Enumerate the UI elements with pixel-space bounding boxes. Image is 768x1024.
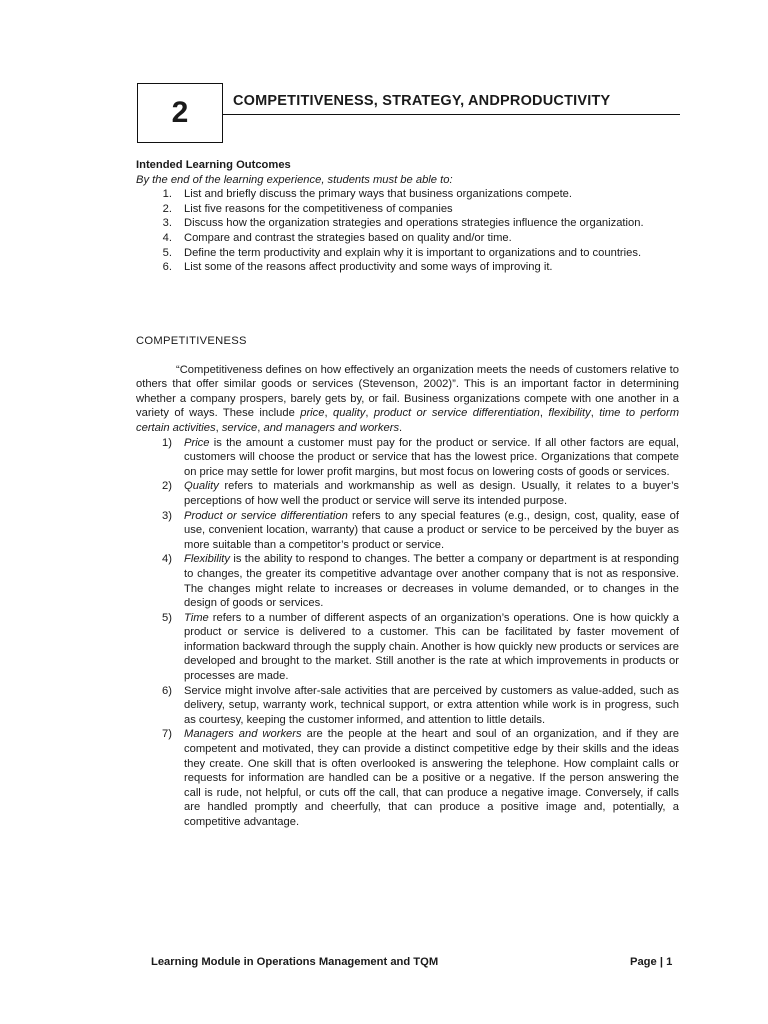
outcome-number: 1. [162, 188, 172, 201]
intro-term: price [300, 407, 325, 420]
outcome-item [136, 231, 679, 246]
footer-module-title: Learning Module in Operations Management and TQM [151, 956, 439, 968]
learning-outcomes-section [136, 158, 679, 275]
intro-text: “Competitiveness defines on how effectively an organization meets the needs of customers relative to others that offer similar goods or services (Stevenson, 2002)”. This is an important factor in determining whether a company prospers, barely gets by, or fail. Business organizations compete with one another in a variety of ways. These include [136, 363, 679, 420]
factor-item [136, 436, 679, 480]
factor-text [184, 611, 679, 684]
factor-text [184, 436, 679, 480]
factor-item [136, 684, 679, 728]
outcome-item [136, 202, 679, 217]
outcome-number: 3. [162, 217, 172, 230]
learning-outcomes-heading: Intended Learning Outcomes [136, 159, 291, 171]
factor-text [184, 727, 679, 829]
factor-description: is the amount a customer must pay for the product or service. If all other factors are equal, customers will choose the product or service that has the lowest price. Organizations that compete on price may settle for lower profit margins, but most focus on lowering costs of goods or services. [184, 436, 679, 478]
factor-term: Flexibility [184, 553, 231, 566]
factor-number: 2) [162, 480, 172, 493]
outcome-text: Compare and contrast the strategies based on quality and/or time. [184, 231, 512, 244]
intro-term: flexibility [548, 407, 591, 420]
factor-number: 1) [162, 436, 172, 449]
factor-text [184, 552, 679, 610]
outcome-number: 6. [162, 261, 172, 274]
factor-description: are the people at the heart and soul of an organization, and if they are competent and motivated, they can provide a distinct competitive edge by their skills and the ideas they create. One skill that is often overlooked is answering the telephone. How complaint calls or requests for information are handled can be a positive or a negative. If the person answering the call is rude, not helpful, or cuts off the call, that can produce a negative image. Conversely, if calls are handled promptly and cheerfully, that can produce a positive image and, potentially, a competitive advantage. [184, 728, 679, 828]
outcome-item [136, 216, 679, 231]
outcome-number: 4. [162, 231, 172, 244]
intro-separator: , [539, 407, 549, 420]
learning-outcomes-list [136, 187, 679, 275]
intro-separator: , [257, 421, 264, 434]
chapter-number: 2 [171, 96, 189, 129]
intro-term: and managers and workers [263, 421, 400, 434]
factor-item [136, 727, 679, 829]
outcome-text: List some of the reasons affect productivity and some ways of improving it. [184, 261, 553, 274]
factor-description: refers to any special features (e.g., design, cost, quality, ease of use, convenient location, warranty) that cause a product or service to be perceived by the buyer as more suitable than a competitor’s product or service. [184, 509, 679, 551]
factor-number: 5) [162, 611, 172, 624]
factor-term: Time [184, 611, 209, 624]
outcome-text: List and briefly discuss the primary ways that business organizations compete. [184, 188, 573, 201]
intro-separator: , [365, 407, 374, 420]
factor-item [136, 552, 679, 610]
intro-term: service [221, 421, 258, 434]
chapter-title: COMPETITIVENESS, STRATEGY, ANDPRODUCTIVITY [233, 93, 611, 109]
factor-term: Product or service differentiation [184, 509, 348, 522]
outcome-number: 2. [162, 202, 172, 215]
intro-term: quality [332, 407, 366, 420]
factor-number: 7) [162, 728, 172, 741]
outcome-number: 5. [162, 246, 172, 259]
factor-description: is the ability to respond to changes. The better a company or department is at responding to changes, the greater its competitive advantage over another company that is not as responsive. The changes might relate to increases or decreases in volume demanded, or to changes in the design of goods or services. [184, 553, 679, 610]
intro-term: product or service differentiation [373, 407, 540, 420]
factor-item [136, 479, 679, 508]
factor-term: Quality [184, 480, 219, 493]
factor-description: refers to materials and workmanship as well as design. Usually, it relates to a buyer’s perceptions of how well the product or service will serve its intended purpose. [184, 480, 679, 507]
factor-item [136, 611, 679, 684]
learning-outcomes-intro: By the end of the learning experience, students must be able to: [136, 173, 453, 186]
outcome-text: List five reasons for the competitiveness of companies [184, 202, 453, 215]
factor-number: 4) [162, 553, 172, 566]
chapter-number-box [137, 83, 223, 143]
factor-text [184, 509, 679, 553]
competitiveness-intro-paragraph [136, 363, 679, 436]
factor-text [184, 479, 679, 508]
competitiveness-heading: COMPETITIVENESS [136, 335, 247, 347]
factor-text [184, 684, 679, 728]
factor-description: refers to a number of different aspects of an organization’s operations. One is how quickly a product or service is delivered to a customer. This can be facilitated by faster movement of information backward through the supply chain. Another is how quickly new products or services are developed and brought to the market. Still another is the rate at which improvements in products or processes are made. [184, 611, 679, 683]
factor-item [136, 509, 679, 553]
outcome-text: Define the term productivity and explain why it is important to organizations and to countries. [184, 246, 642, 259]
factor-term: Price [184, 436, 210, 449]
outcome-text: Discuss how the organization strategies and operations strategies influence the organization. [184, 217, 644, 230]
intro-separator: . [399, 421, 403, 434]
outcome-item [136, 246, 679, 261]
outcome-item [136, 187, 679, 202]
competitive-factors-list [136, 436, 679, 830]
competitiveness-section [136, 334, 679, 830]
intro-separator: , [324, 407, 333, 420]
footer-page-number: Page | 1 [630, 956, 673, 968]
factor-description: Service might involve after-sale activities that are perceived by customers as value-added, such as delivery, setup, warranty work, technical support, or extra attention while work is in progress, such as courtesy, keeping the customer informed, and attention to little details. [184, 684, 679, 726]
factor-number: 6) [162, 684, 172, 697]
factor-term: Managers and workers [184, 728, 302, 741]
outcome-item [136, 260, 679, 275]
factor-number: 3) [162, 509, 172, 522]
intro-separator: , [215, 421, 222, 434]
title-underline [223, 114, 680, 115]
intro-separator: , [590, 407, 600, 420]
intro-term: time to perform certain activities [136, 407, 680, 434]
